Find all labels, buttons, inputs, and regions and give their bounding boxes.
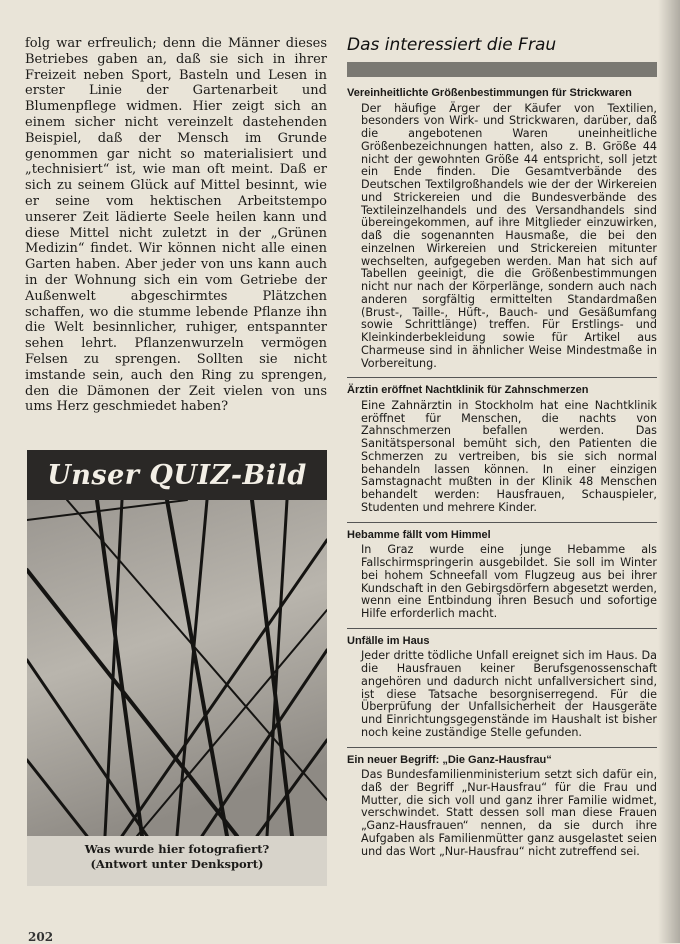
article-strickwaren: [347, 87, 657, 370]
section-title: Das interessiert die Frau: [347, 35, 557, 55]
article-unfaelle: [347, 635, 657, 740]
article-hebamme: [347, 529, 657, 621]
quiz-caption-answer-hint: (Antwort unter Denksport): [90, 857, 264, 871]
article-divider: [347, 628, 657, 629]
article-heading: Unfälle im Haus: [347, 634, 430, 647]
left-column: [25, 36, 327, 415]
article-divider: [347, 747, 657, 748]
quiz-banner-text: Unser QUIZ-Bild: [47, 459, 307, 491]
article-body: In Graz wurde eine junge Hebamme als Fallschirmspringerin ausgebildet. Sie soll im Winter bei hohem Schneefall vom Flugzeug aus bei ihrer Kundschaft in den Gebirgsdörfern abgesetzt werden, wenn eine Entbindung ihren Besuch und sofortige Hilfe erforderlich macht.: [361, 543, 657, 621]
page-number: 202: [28, 930, 54, 944]
left-column-text: folg war erfreulich; denn die Männer dieses Betriebes gaben an, daß sie sich in ihrer Freizeit neben Sport, Basteln und Lesen in erster Linie der Gartenarbeit und Blumenpflege widmen. Hier zeigt sich an einem sicher nicht vereinzelt dastehenden Beispiel, daß der Mensch im Grunde genommen gar nicht so materialisiert und „technisiert“ ist, wie man oft meint. Daß er sich zu seinem Glück auf Mittel besinnt, wie er seine vom hektischen Arbeitstempo unserer Zeit lädierte Seele heilen kann und diese Mittel nicht zuletzt in der „Grünen Medizin“ findet. Wir können nicht alle einen Garten haben. Aber jeder von uns kann auch in der Wohnung sich ein vom Getriebe der Außenwelt abgeschirmtes Plätzchen schaffen, wo die stumme lebende Pflanze ihn die Welt besinnlicher, ruhiger, entspannter sehen lehrt. Pflanzenwurzeln vermögen Felsen zu sprengen. Sollten sie nicht imstande sein, auch den Ring zu sprengen, den die Dämonen der Zeit vielen von uns ums Herz geschmiedet haben?: [25, 36, 327, 415]
article-divider: [347, 377, 657, 378]
quiz-banner: [27, 450, 327, 500]
article-heading: Hebamme fällt vom Himmel: [347, 528, 491, 541]
article-body: Der häufige Ärger der Käufer von Textilien, besonders von Wirk- und Strickwaren, darüber, daß die angebotenen Waren uneinheitliche Größenbezeichnungen hatten, also z. B. Größe 44 nicht der gewohnten Größe 44 entspricht, soll jetzt ein Ende finden. Die Gesamtverbände des Deutschen Textilgroßhandels wie der der Wirkereien und Strickereien und die Bundesverbände des Textileinzelhandels und des Versandhandels sind übereingekommen, auf ihre Mitglieder einzuwirken, daß die sogenannten Hausmaße, die bei den einzelnen Wirkereien und Strickereien mitunter wechselten, aufgegeben werden. Man hat sich auf Tabellen geeinigt, die die Größenbestimmungen nicht nur nach der Körperlänge, sondern auch nach anderen sorgfältig ermittelten Standardmaßen (Brust-, Taille-, Hüft-, Bauch- und Gesäßumfang sowie Schrittlänge) treffen. Für Erstlings- und Kleinkinderbekleidung sowie für Artikel aus Charmeuse sind in ähnlicher Weise Mindestmaße in Vorbereitung.: [361, 101, 657, 370]
article-heading: Ärztin eröffnet Nachtklinik für Zahnschmerzen: [347, 384, 589, 397]
article-body: Eine Zahnärztin in Stockholm hat eine Nachtklinik eröffnet für Menschen, die nachts von Zahnschmerzen befallen werden. Das Sanitätspersonal bemüht sich, den Patienten die Schmerzen zu vertreiben, bis sie sich normal behandeln lassen können. In einer einzigen Samstagnacht mußten in der Klinik 48 Menschen behandelt werden: Hausfrauen, Schauspieler, Studenten und mehrere Kinder.: [361, 398, 657, 514]
article-heading: Vereinheitlichte Größenbestimmungen für Strickwaren: [347, 87, 632, 99]
quiz-caption-question: Was wurde hier fotografiert?: [84, 842, 270, 856]
article-heading: Ein neuer Begriff: „Die Ganz-Hausfrau“: [347, 753, 552, 766]
right-column: [347, 34, 657, 865]
article-divider: [347, 522, 657, 523]
quiz-photo: [27, 500, 327, 836]
section-title-bar: [347, 62, 657, 77]
page-gutter-shadow: [658, 0, 680, 943]
article-body: Jeder dritte tödliche Unfall ereignet sich im Haus. Da die Hausfrauen keiner Berufsgenossenschaft angehören und dadurch nicht unfallversichert sind, ist diese Tatsache besorgniserregend. Für die Überprüfung der Unfallsicherheit der Hausgeräte und Einrichtungsgegenstände im Haushalt ist bisher noch keine zuständige Stelle gefunden.: [361, 649, 657, 739]
quiz-caption: [27, 842, 327, 872]
article-body: Das Bundesfamilienministerium setzt sich dafür ein, daß der Begriff „Nur-Hausfrau“ für die Frau und Mutter, die sich voll und ganz ihrer Familie widmet, verschwindet. Statt dessen soll man diese Frauen „Ganz-Hausfrauen“ nennen, da sie durch ihre Aufgaben als Familienmütter ganz ausgelastet seien und das Wort „Nur-Hausfrau“ nicht zutreffend sei.: [361, 768, 657, 858]
quiz-box: [27, 450, 327, 886]
article-ganz-hausfrau: [347, 754, 657, 859]
article-nachtklinik: [347, 384, 657, 514]
